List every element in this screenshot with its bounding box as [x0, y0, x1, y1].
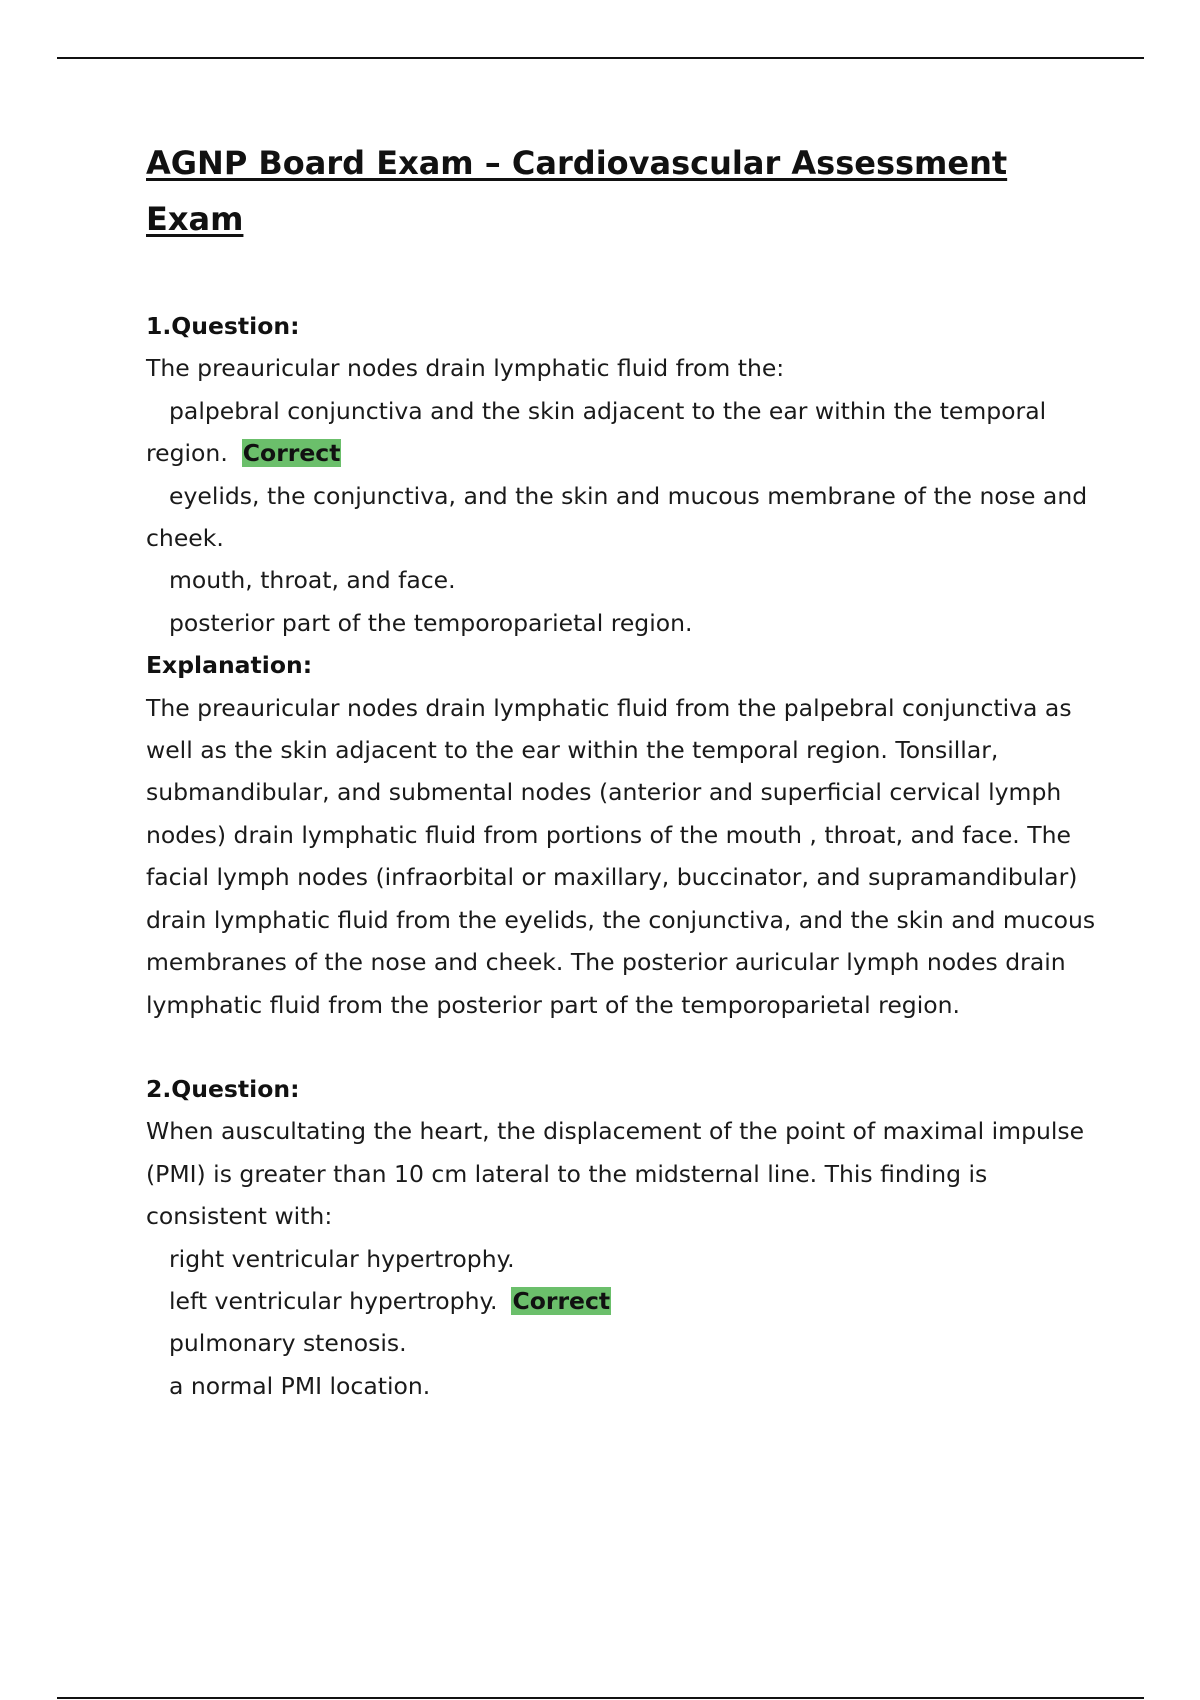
answer-option-text: palpebral conjunctiva and the skin adjacent to the ear within the temporal region.: [146, 396, 1047, 468]
answer-option-text: left ventricular hypertrophy.: [169, 1286, 498, 1315]
answer-option-text: right ventricular hypertrophy.: [169, 1244, 515, 1273]
answer-option-text: pulmonary stenosis.: [169, 1329, 407, 1358]
answer-option-4: [146, 602, 1096, 644]
explanation-text: The preauricular nodes drain lymphatic fluid from the palpebral conjunctiva as well as the skin adjacent to the ear within the temporal region. Tonsillar, submandibular, and submental nodes (anterior and superficial cervical lymph nodes) drain lymphatic fluid from portions of the mouth , throat, and face. The facial lymph nodes (infraorbital or maxillary, buccinator, and supramandibular) drain lymphatic fluid from the eyelids, the conjunctiva, and the skin and mucous membranes of the nose and cheek. The posterior auricular lymph nodes drain lymphatic fluid from the posterior part of the temporoparietal region.: [146, 693, 1096, 1019]
explanation-label: Explanation:: [146, 651, 313, 680]
answer-option-4: [146, 1365, 1096, 1407]
answer-option-2: [146, 1280, 1096, 1322]
answer-option-text: eyelids, the conjunctiva, and the skin and mucous membrane of the nose and cheek.: [146, 481, 1088, 553]
answer-option-3: [146, 559, 1096, 601]
question-prompt: When auscultating the heart, the displacement of the point of maximal impulse (PMI) is greater than 10 cm lateral to the midsternal line. This finding is consistent with:: [146, 1117, 1085, 1231]
question-2: [146, 1068, 1096, 1407]
question-label: 1.Question:: [146, 312, 300, 340]
answer-option-3: [146, 1322, 1096, 1364]
question-1: [146, 305, 1096, 1026]
answer-option-text: mouth, throat, and face.: [169, 566, 456, 595]
answer-option-1: [146, 1238, 1096, 1280]
question-prompt: The preauricular nodes drain lymphatic fluid from the:: [146, 354, 785, 383]
bottom-divider: [57, 1697, 1144, 1699]
answer-option-text: a normal PMI location.: [169, 1371, 431, 1400]
correct-badge: Correct: [242, 439, 341, 468]
answer-option-text: posterior part of the temporoparietal region.: [169, 608, 693, 637]
answer-option-1: [146, 390, 1096, 475]
top-divider: [57, 57, 1144, 59]
document-title: AGNP Board Exam – Cardiovascular Assessment Exam: [146, 144, 1008, 238]
answer-option-2: [146, 475, 1096, 560]
correct-badge: Correct: [512, 1286, 611, 1315]
document-body: [146, 135, 1096, 1407]
question-label: 2.Question:: [146, 1074, 300, 1103]
